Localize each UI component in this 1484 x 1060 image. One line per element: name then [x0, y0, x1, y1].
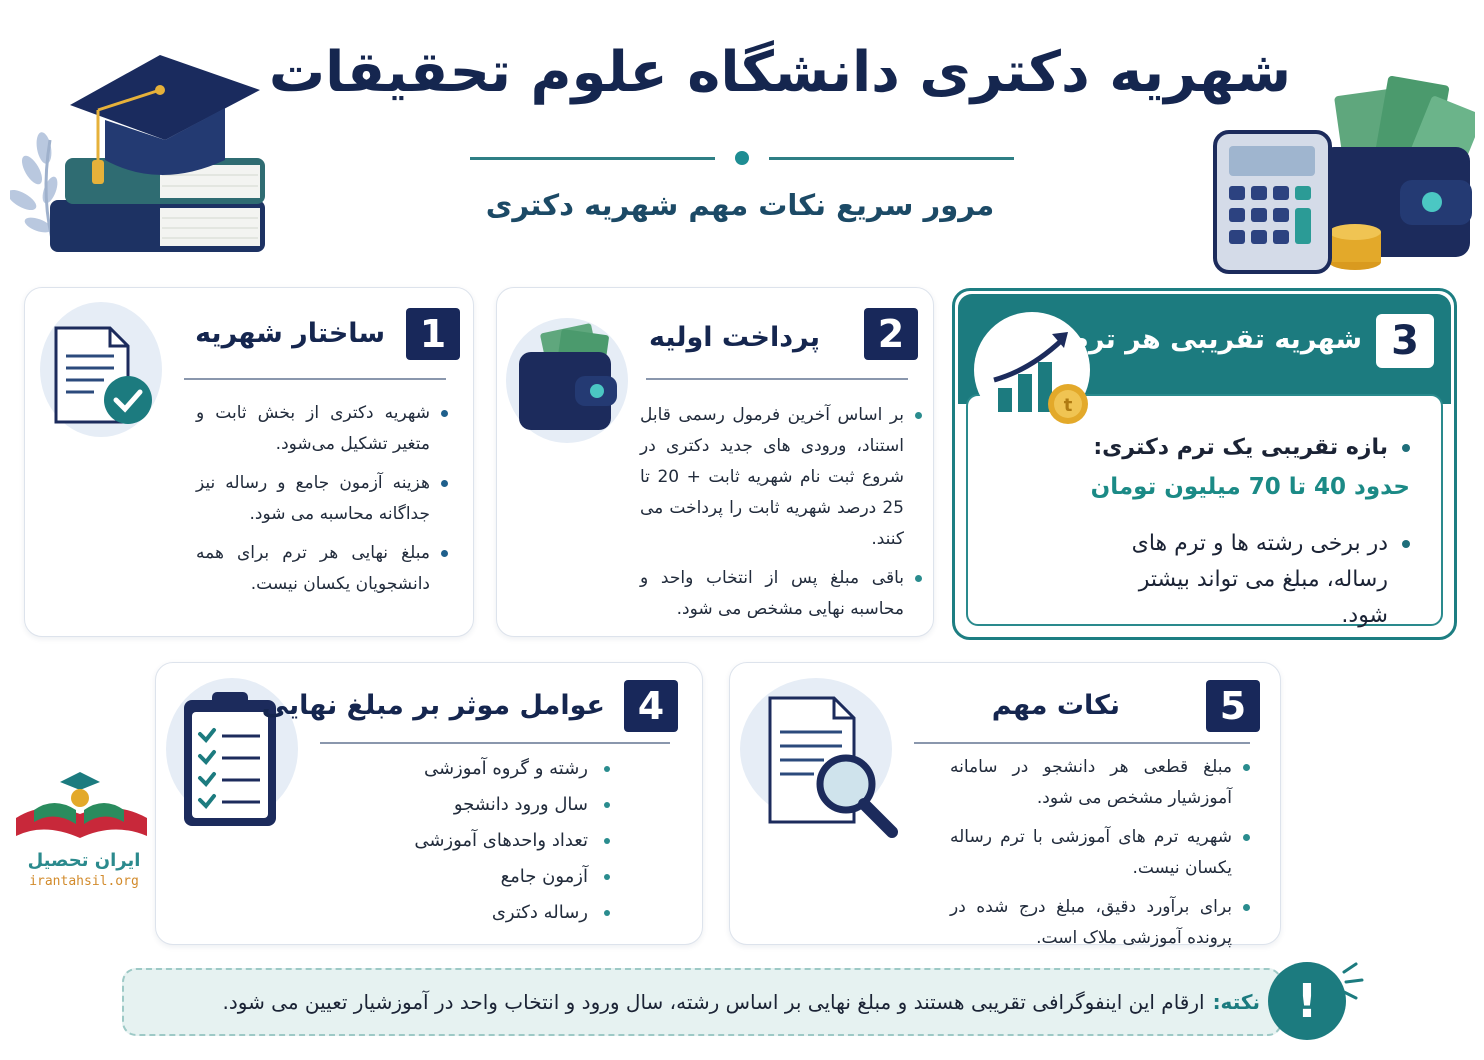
- title-underline: [184, 378, 446, 380]
- list-item: باقی مبلغ پس از انتخاب واحد و محاسبه نهایی مشخص می شود.: [640, 563, 922, 625]
- card-number: 3: [1376, 314, 1434, 368]
- card-title: شهریه تقریبی هر ترم: [1069, 324, 1362, 355]
- note-text: [160, 968, 1260, 1036]
- list-item: هزینه آزمون جامع و رساله نیز جداگانه محاسبه می شود.: [196, 468, 448, 530]
- card-number: 1: [406, 308, 460, 360]
- note-label: نکته:: [1212, 990, 1260, 1014]
- title-divider-dot: [735, 151, 749, 165]
- card-number: 2: [864, 308, 918, 360]
- card-bullet-list: [1120, 526, 1410, 644]
- logo-url: irantahsil.org: [29, 874, 139, 889]
- list-item: مبلغ نهایی هر ترم برای همه دانشجویان یکسان نیست.: [196, 538, 448, 600]
- card-bullet-list: [196, 398, 448, 608]
- list-item: آزمون جامع: [380, 859, 610, 895]
- list-item: تعداد واحدهای آموزشی: [380, 823, 610, 859]
- alert-rays-icon: [1340, 962, 1370, 1002]
- list-item: سال ورود دانشجو: [380, 787, 610, 823]
- title-underline: [646, 378, 908, 380]
- card-number: 5: [1206, 680, 1260, 732]
- card-title: نکات مهم: [991, 690, 1120, 721]
- logo-name: ایران تحصیل: [27, 850, 141, 871]
- title-divider-left: [470, 157, 715, 160]
- list-item: در برخی رشته ها و ترم های رساله، مبلغ می تواند بیشتر شود.: [1120, 526, 1410, 634]
- card-title: پرداخت اولیه: [648, 322, 820, 353]
- svg-text:t: t: [1063, 395, 1073, 416]
- list-item: شهریه دکتری از بخش ثابت و متغیر تشکیل می‌شود.: [196, 398, 448, 460]
- document-check-icon: [50, 322, 160, 430]
- list-item: برای برآورد دقیق، مبلغ درج شده در پرونده آموزشی ملاک است.: [950, 892, 1250, 954]
- card-bullet-list: [380, 751, 610, 931]
- alert-icon: !: [1268, 962, 1346, 1040]
- title-underline: [320, 742, 670, 744]
- document-search-icon: [764, 692, 904, 842]
- title-divider-right: [769, 157, 1014, 160]
- note-body: ارقام این اینفوگرافی تقریبی هستند و مبلغ نهایی بر اساس رشته، سال ورود و انتخاب واحد در آموزشیار تعیین می شود.: [222, 990, 1205, 1014]
- card-title: ساختار شهریه: [195, 318, 385, 349]
- card-bullet-list: [990, 430, 1410, 476]
- card-number: 4: [624, 680, 678, 732]
- list-item: رساله دکتری: [380, 895, 610, 931]
- wallet-icon: [515, 322, 625, 434]
- page-title: شهریه دکتری دانشگاه علوم تحقیقات: [268, 40, 1292, 105]
- list-item: شهریه ترم های آموزشی با ترم رساله یکسان نیست.: [950, 822, 1250, 884]
- card-title: عوامل موثر بر مبلغ نهایی: [261, 690, 605, 721]
- page-subtitle: مرور سریع نکات مهم شهریه دکتری: [485, 188, 995, 222]
- irantahsil-logo: [14, 770, 149, 850]
- list-item: رشته و گروه آموزشی: [380, 751, 610, 787]
- list-item: مبلغ قطعی هر دانشجو در سامانه آموزشیار مشخص می شود.: [950, 752, 1250, 814]
- fee-range-value: حدود 40 تا 70 میلیون تومان: [1090, 474, 1410, 500]
- title-underline: [914, 742, 1250, 744]
- card-bullet-list: [950, 752, 1250, 962]
- card-bullet-list: [640, 400, 922, 633]
- list-item: بر اساس آخرین فرمول رسمی قابل استناد، ورودی های جدید دکتری در شروع ثبت نام شهریه ثابت + 20 تا 25 درصد شهریه ثابت را پرداخت می کنند.: [640, 400, 922, 555]
- list-item: بازه تقریبی یک ترم دکتری:: [990, 430, 1410, 466]
